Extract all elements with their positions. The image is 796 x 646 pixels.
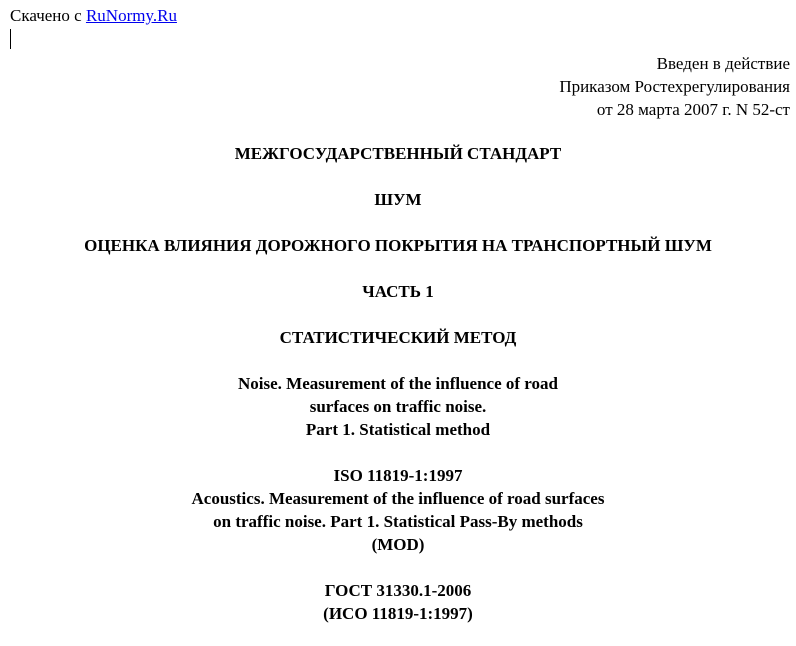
subject: ШУМ [374,190,422,209]
iso-title-line-1: Acoustics. Measurement of the influence of road surfaces [191,489,605,508]
enactment-note [559,52,790,121]
gost-number: ГОСТ 31330.1-2006 [324,581,472,600]
main-title: ОЦЕНКА ВЛИЯНИЯ ДОРОЖНОГО ПОКРЫТИЯ НА ТРАНСПОРТНЫЙ ШУМ [84,236,712,255]
iso-title-line-2: on traffic noise. Part 1. Statistical Pass-By methods [213,512,583,531]
part: ЧАСТЬ 1 [362,282,434,301]
subject-heading [0,188,796,211]
source-line [10,6,177,26]
text-caret [10,29,11,49]
gost-iso-reference: (ИСО 11819-1:1997) [323,604,473,623]
enactment-line-2: Приказом Ростехрегулирования [559,77,790,96]
gost-block [0,579,796,625]
source-prefix: Скачено с [10,6,82,25]
english-title-line-3: Part 1. Statistical method [305,420,491,439]
standard-type: МЕЖГОСУДАРСТВЕННЫЙ СТАНДАРТ [234,144,562,163]
iso-modification: (MOD) [371,535,425,554]
main-title-heading [0,234,796,257]
iso-number: ISO 11819-1:1997 [333,466,463,485]
part-heading [0,280,796,303]
standard-type-heading [0,142,796,165]
method: СТАТИСТИЧЕСКИЙ МЕТОД [279,328,517,347]
iso-block [0,464,796,556]
enactment-line-3: от 28 марта 2007 г. N 52-ст [596,100,790,119]
enactment-line-1: Введен в действие [656,54,790,73]
english-title-line-2: surfaces on traffic noise. [309,397,487,416]
method-heading [0,326,796,349]
source-link[interactable]: RuNormy.Ru [85,6,177,25]
english-title-block [0,372,796,441]
english-title-line-1: Noise. Measurement of the influence of road [238,374,558,393]
